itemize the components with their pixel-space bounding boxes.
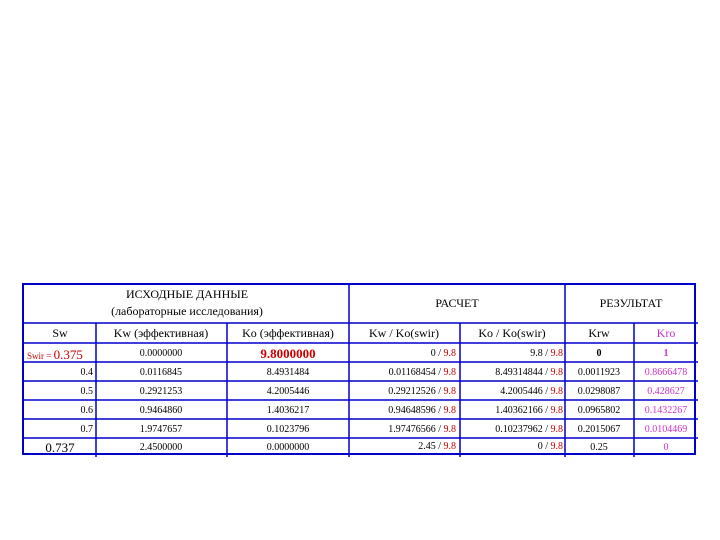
- ko-value: 4.2005446: [266, 386, 310, 397]
- kro-value: 1: [663, 348, 669, 359]
- relative-permeability-table: [22, 283, 696, 455]
- numerator: 1.40362166 /: [495, 405, 551, 416]
- numerator: 0.94648596 /: [388, 405, 444, 416]
- ko-value: 9.8000000: [260, 346, 316, 361]
- col-header-ko-ratio: Ko / Ko(swir): [478, 326, 546, 340]
- denominator: 9.8: [550, 367, 563, 378]
- kw-ratio: [418, 442, 456, 452]
- kro-value: 0.428627: [647, 386, 685, 397]
- calc-title: РАСЧЕТ: [435, 296, 479, 310]
- denominator: 9.8: [443, 386, 456, 397]
- numerator: 1.97476566 /: [388, 424, 444, 435]
- denominator: 9.8: [550, 405, 563, 416]
- col-header-ko: Ko (эффективная): [242, 326, 334, 340]
- kro-value: 0.8666478: [644, 367, 688, 378]
- krw-value: 0.0965802: [577, 405, 621, 416]
- kw-ratio: [431, 349, 456, 359]
- numerator: 8.49314844 /: [495, 367, 551, 378]
- krw-value: 0.0011923: [577, 367, 621, 378]
- col-header-kw: Kw (эффективная): [113, 326, 209, 340]
- sw-value: 0.737: [45, 440, 75, 455]
- ko-ratio: [495, 425, 563, 435]
- numerator: 2.45 /: [418, 441, 444, 452]
- ko-ratio: [538, 442, 563, 452]
- krw-value: 0: [596, 348, 602, 359]
- sw-value: 0.375: [53, 347, 83, 362]
- kw-ratio: [388, 387, 456, 397]
- ko-ratio: [495, 406, 563, 416]
- kw-value: 1.9747657: [139, 424, 183, 435]
- sw-value: 0.4: [80, 367, 93, 378]
- source-data-title: ИСХОДНЫЕ ДАННЫЕ: [125, 287, 249, 301]
- kw-ratio: [388, 425, 456, 435]
- numerator: 0.29212526 /: [388, 386, 444, 397]
- krw-value: 0.2015067: [577, 424, 621, 435]
- source-data-subtitle: (лабораторные исследования): [111, 304, 263, 318]
- ko-ratio: [500, 387, 563, 397]
- sw-value: 0.6: [80, 405, 93, 416]
- ko-value: 8.4931484: [266, 367, 310, 378]
- result-title: РЕЗУЛЬТАТ: [599, 296, 663, 310]
- denominator: 9.8: [443, 348, 456, 359]
- numerator: 0 /: [430, 348, 444, 359]
- numerator: 0.01168454 /: [388, 367, 444, 378]
- denominator: 9.8: [443, 367, 456, 378]
- ko-value: 0.1023796: [266, 424, 310, 435]
- krw-value: 0.25: [590, 442, 608, 453]
- denominator: 9.8: [443, 424, 456, 435]
- denominator: 9.8: [550, 348, 563, 359]
- kw-value: 0.0116845: [139, 367, 183, 378]
- numerator: 0.10237962 /: [495, 424, 551, 435]
- sw-value: 0.7: [80, 424, 93, 435]
- table-row: [27, 348, 83, 362]
- ko-value: 1.4036217: [266, 405, 310, 416]
- swir-label: Swir =: [27, 351, 54, 361]
- denominator: 9.8: [550, 386, 563, 397]
- numerator: 4.2005446 /: [500, 386, 551, 397]
- denominator: 9.8: [443, 405, 456, 416]
- krw-value: 0.0298087: [577, 386, 621, 397]
- sw-value: 0.5: [80, 386, 93, 397]
- denominator: 9.8: [550, 441, 563, 452]
- numerator: 9.8 /: [530, 348, 551, 359]
- kw-value: 0.2921253: [139, 386, 183, 397]
- kw-value: 0.9464860: [139, 405, 183, 416]
- ko-ratio: [530, 349, 563, 359]
- ko-ratio: [495, 368, 563, 378]
- kw-ratio: [388, 406, 456, 416]
- kro-value: 0.1432267: [644, 405, 688, 416]
- kw-ratio: [389, 368, 456, 378]
- kw-value: 2.4500000: [139, 442, 183, 453]
- denominator: 9.8: [443, 441, 456, 452]
- kro-value: 0: [663, 442, 669, 453]
- col-header-kro: Kro: [656, 326, 676, 340]
- col-header-sw: Sw: [52, 326, 68, 340]
- col-header-krw: Krw: [588, 326, 610, 340]
- kw-value: 0.0000000: [139, 348, 183, 359]
- col-header-kw-ratio: Kw / Ko(swir): [369, 326, 439, 340]
- kro-value: 0.0104469: [644, 424, 688, 435]
- denominator: 9.8: [550, 424, 563, 435]
- numerator: 0 /: [537, 441, 551, 452]
- ko-value: 0.0000000: [266, 442, 310, 453]
